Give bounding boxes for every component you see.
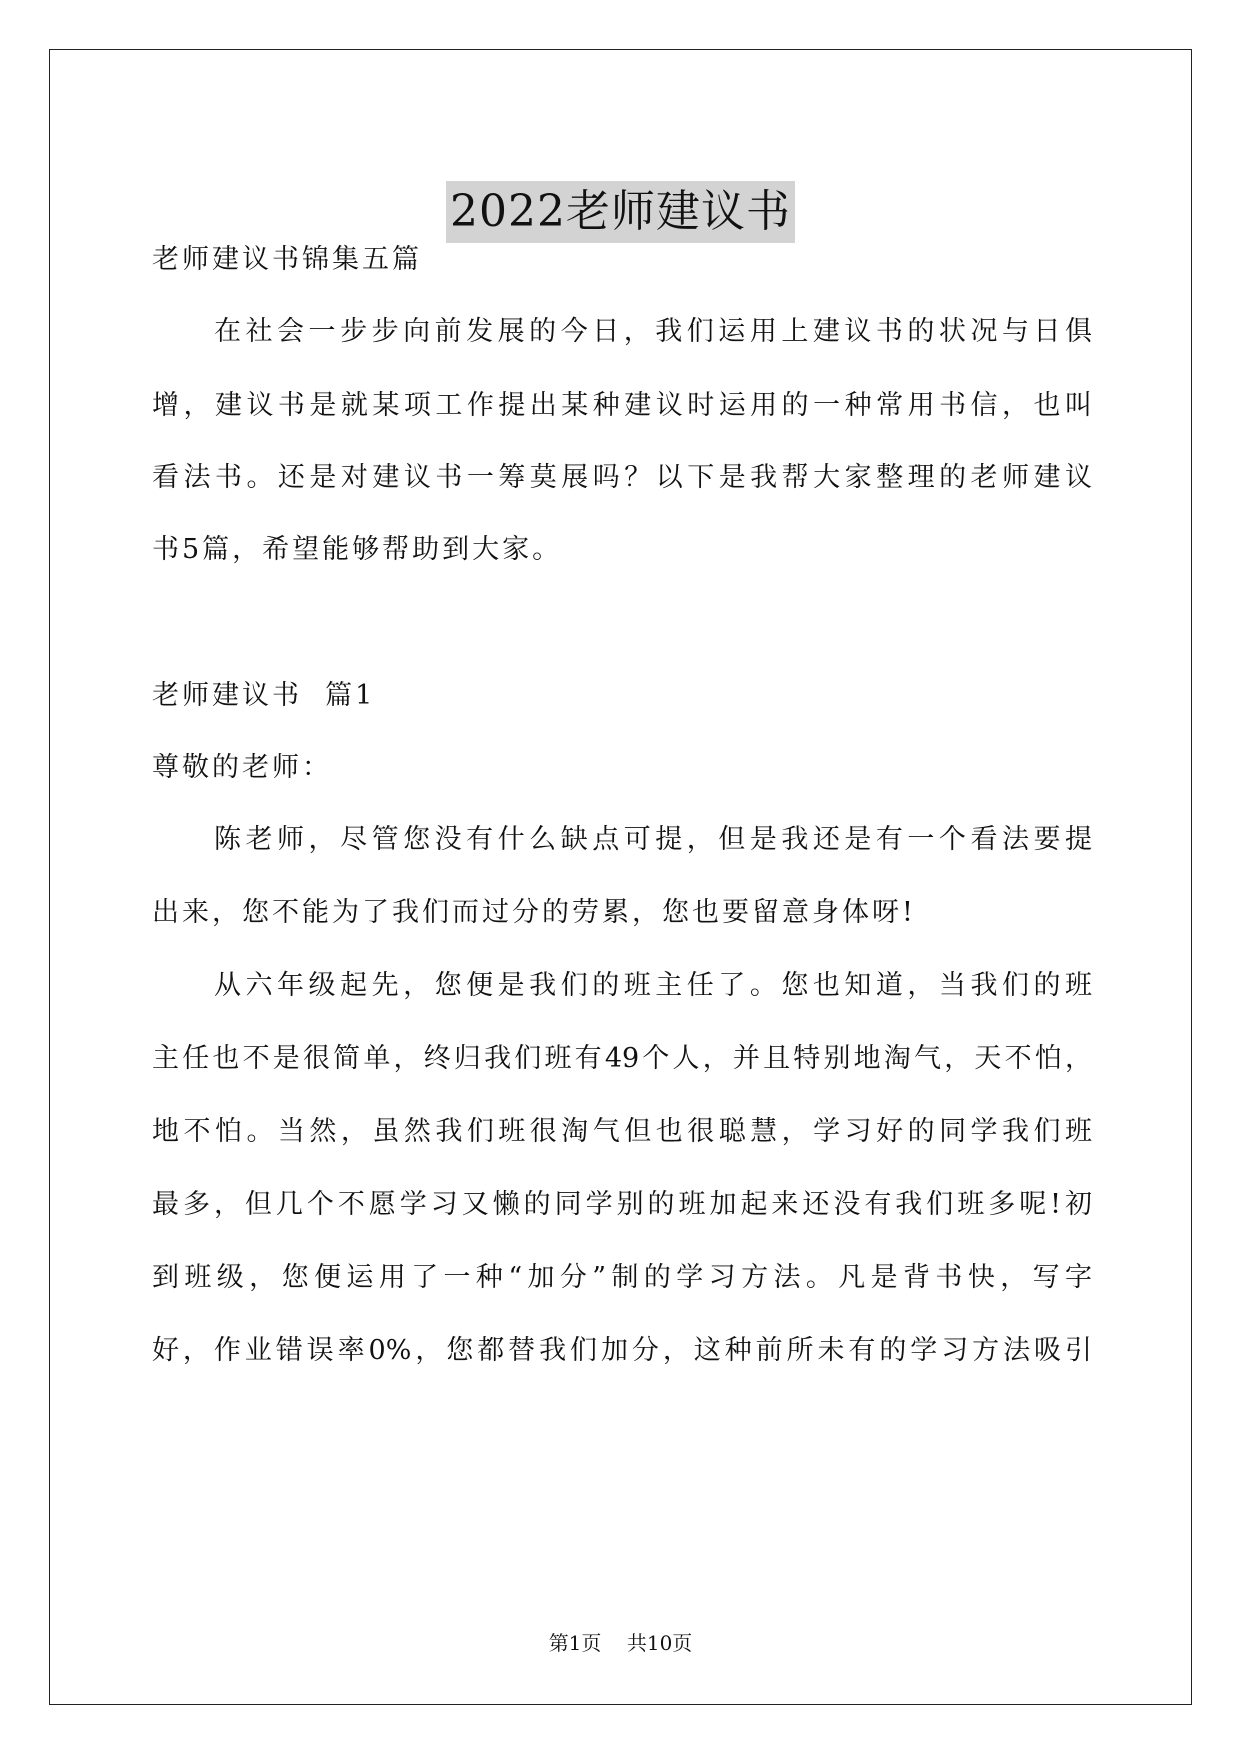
page-number: 第1页 共10页 [548, 1631, 693, 1655]
paragraph-line: 主任也不是很简单，终归我们班有49个人，并且特别地淘气，天不怕， [152, 1043, 1092, 1074]
section-heading: 老师建议书 篇1 [152, 680, 376, 711]
page-border [49, 49, 1192, 1705]
paragraph-line: 陈老师，尽管您没有什么缺点可提，但是我还是有一个看法要提 [214, 824, 1092, 855]
document-title: 2022老师建议书 [446, 181, 795, 243]
paragraph-line: 到班级，您便运用了一种“加分”制的学习方法。凡是背书快，写字 [152, 1262, 1092, 1293]
paragraph-line: 好，作业错误率0%，您都替我们加分，这种前所未有的学习方法吸引 [152, 1335, 1092, 1366]
paragraph-line: 地不怕。当然，虽然我们班很淘气但也很聪慧，学习好的同学我们班 [152, 1116, 1092, 1147]
paragraph-line: 从六年级起先，您便是我们的班主任了。您也知道，当我们的班 [214, 970, 1092, 1001]
intro-line: 看法书。还是对建议书一筹莫展吗？以下是我帮大家整理的老师建议 [152, 462, 1092, 493]
intro-line: 在社会一步步向前发展的今日，我们运用上建议书的状况与日俱 [214, 316, 1092, 347]
paragraph-line: 出来，您不能为了我们而过分的劳累，您也要留意身体呀! [152, 897, 916, 928]
intro-line: 增，建议书是就某项工作提出某种建议时运用的一种常用书信，也叫 [152, 390, 1092, 421]
intro-line: 书5篇，希望能够帮助到大家。 [152, 534, 563, 565]
subtitle: 老师建议书锦集五篇 [152, 244, 422, 275]
salutation: 尊敬的老师： [152, 752, 332, 783]
paragraph-line: 最多，但几个不愿学习又懒的同学别的班加起来还没有我们班多呢!初 [152, 1189, 1092, 1220]
